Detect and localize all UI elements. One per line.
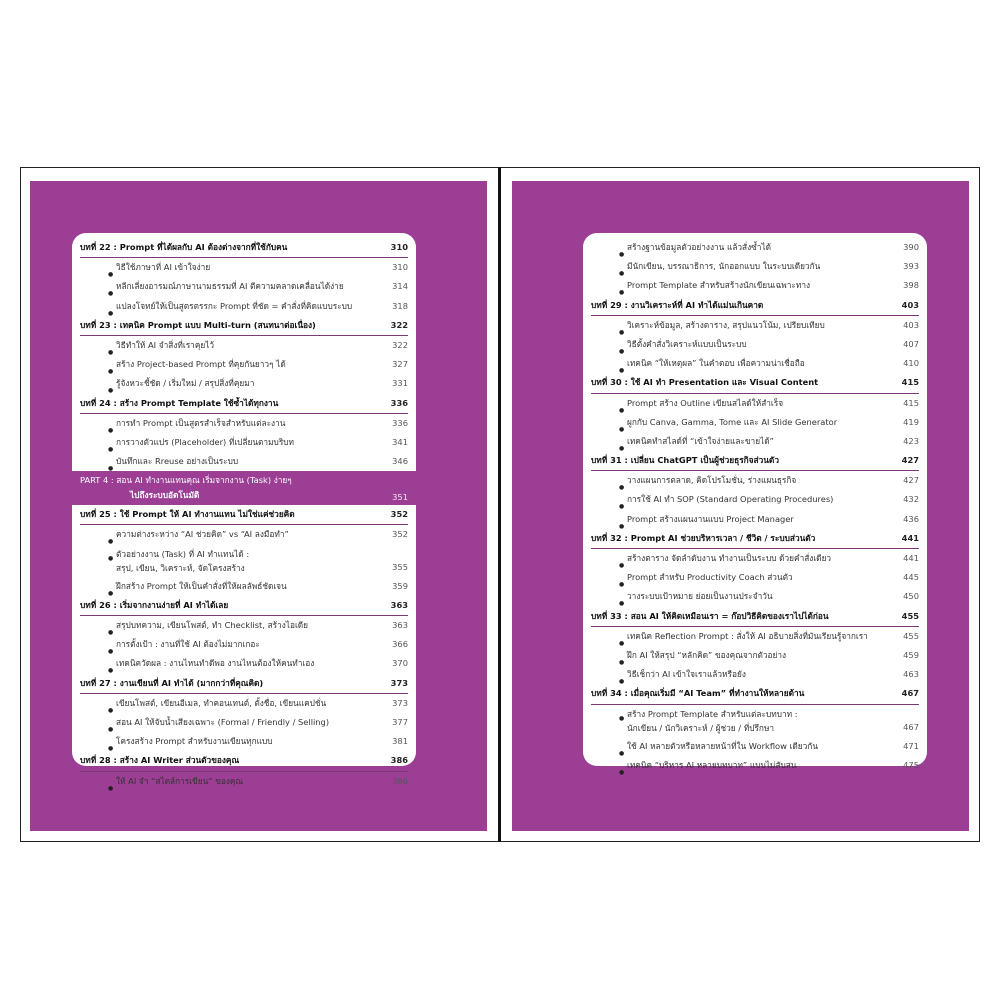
chapter-title: บทที่ 28 : สร้าง AI Writer ส่วนตัวของคุณ: [80, 755, 240, 766]
chapter-title: บทที่ 24 : สร้าง Prompt Template ใช้ซ้ำได้ทุกงาน: [80, 397, 279, 408]
page-number: 441: [901, 532, 919, 543]
toc-topic-row: [591, 432, 919, 451]
toc-topic-row: [80, 336, 408, 355]
topic-title: ● โครงสร้าง Prompt สำหรับงานเขียนทุกแบบ: [80, 732, 378, 751]
page-number: 370: [392, 658, 408, 669]
toc-chapter-row: [591, 451, 919, 471]
page-number: 393: [903, 261, 919, 272]
toc-chapter-row: [80, 674, 408, 694]
toc-topic-row: [591, 316, 919, 335]
topic-title: ● การใช้ AI ทำ SOP (Standard Operating Procedures): [591, 490, 889, 509]
toc-topic-row: [591, 646, 919, 665]
chapter-title: บทที่ 29 : งานวิเคราะห์ที่ AI ทำได้แม่นเกินคาด: [591, 299, 764, 310]
toc-topic-row: [591, 257, 919, 276]
topic-title: ● Prompt Template สำหรับสร้างนักเขียนเฉพาะทาง: [591, 276, 889, 295]
toc-topic-row: [80, 355, 408, 374]
topic-title: ● การวางตัวแปร (Placeholder) ที่เปลี่ยนตามบริบท: [80, 433, 378, 452]
page-number: 310: [392, 262, 408, 273]
toc-chapter-row: [591, 684, 919, 704]
toc-topic-row: [80, 545, 408, 577]
topic-title: ● มีนักเขียน, บรรณาธิการ, นักออกแบบ ในระบบเดียวกัน: [591, 257, 889, 276]
topic-title: ● สร้าง Project-based Prompt ที่คุยกันยาวๆ ได้: [80, 355, 378, 374]
topic-title-line1: ตัวอย่างงาน (Task) ที่ AI ทำแทนได้ :: [116, 548, 250, 559]
topic-title-line2: นักเขียน / นักวิเคราะห์ / ผู้ช่วย / ที่ปรึกษา: [627, 722, 775, 733]
toc-chapter-row: [591, 607, 919, 627]
topic-title: ● Prompt สร้างแผนงานแบบ Project Manager: [591, 510, 889, 529]
topic-title: ● แปลงโจทย์ให้เป็นสูตรตรรกะ Prompt ที่ชัด = คำสั่งที่คิดแบบระบบ: [80, 297, 378, 316]
page-number: 427: [903, 475, 919, 486]
page-number: 415: [901, 377, 919, 388]
chapter-title: บทที่ 26 : เริ่มจากงานง่ายที่ AI ทำได้เลย: [80, 599, 229, 610]
topic-title: ● หลีกเลี่ยงอารมณ์ภาษานามธรรมที่ AI ตีความคลาดเคลื่อนได้ง่าย: [80, 277, 378, 296]
part-title-line1: PART 4 : สอน AI ทำงานแทนคุณ เริ่มจากงาน (Task) ง่ายๆ: [80, 475, 292, 486]
toc-topic-row: [80, 616, 408, 635]
page-number: 386: [392, 775, 408, 786]
toc-topic-row: [591, 549, 919, 568]
page-number: 463: [903, 669, 919, 680]
page-number: 403: [901, 299, 919, 310]
topic-title: ● ผูกกับ Canva, Gamma, Tome และ AI Slide Generator: [591, 413, 889, 432]
toc-topic-row: [591, 490, 919, 509]
left-toc-panel: [72, 233, 416, 786]
page-number: 419: [903, 416, 919, 427]
toc-chapter-row: [591, 529, 919, 549]
page-number: 450: [903, 591, 919, 602]
page-number: 467: [903, 721, 919, 732]
page-number: 427: [901, 455, 919, 466]
page-number: 381: [392, 736, 408, 747]
topic-title: ● วางระบบเป้าหมาย ย่อยเป็นงานประจำวัน: [591, 587, 889, 606]
toc-topic-row: [80, 297, 408, 316]
toc-chapter-row: [80, 751, 408, 771]
page-number: 373: [392, 697, 408, 708]
topic-title: ● ความต่างระหว่าง “AI ช่วยคิด” vs “AI ลงมือทำ”: [80, 525, 378, 544]
toc-topic-row: [591, 238, 919, 257]
toc-topic-row: [591, 568, 919, 587]
toc-topic-row: [80, 258, 408, 277]
page-number: 445: [903, 572, 919, 583]
toc-topic-row: [591, 354, 919, 373]
toc-chapter-row: [591, 373, 919, 393]
chapter-title: บทที่ 23 : เทคนิค Prompt แบบ Multi-turn (สนทนาต่อเนื่อง): [80, 319, 316, 330]
toc-chapter-row: [591, 296, 919, 316]
toc-topic-row: [80, 525, 408, 544]
toc-topic-row: [591, 394, 919, 413]
page-number: 407: [903, 338, 919, 349]
page-number: 314: [392, 281, 408, 292]
topic-title: ● เทคนิค “ให้เหตุผล” ในคำตอบ เพื่อความน่าเชื่อถือ: [591, 354, 889, 373]
toc-topic-row: [591, 510, 919, 529]
topic-title: ● การตั้งเป้า : งานที่ใช้ AI ต้องไม่มากเกอะ: [80, 635, 378, 654]
toc-topic-row: [591, 587, 919, 606]
part-title: [80, 471, 378, 503]
topic-title: ● วิธีทำให้ AI จำสิ่งที่เราคุยไว้: [80, 336, 378, 355]
topic-title: ● เทคนิคทำสไลด์ที่ “เข้าใจง่ายและขายได้”: [591, 432, 889, 451]
page-number: 390: [903, 242, 919, 252]
page-number: 432: [903, 494, 919, 505]
toc-topic-row: [591, 413, 919, 432]
toc-topic-row: [80, 654, 408, 673]
topic-title: ● เทคนิควัดผล : งานไหนทำดีพอ งานไหนต้องให้คนทำเอง: [80, 654, 378, 673]
chapter-title: บทที่ 25 : ใช้ Prompt ให้ AI ทำงานแทน ไม่ใช่แค่ช่วยคิด: [80, 509, 295, 520]
page-number: 403: [903, 319, 919, 330]
toc-topic-row: [591, 276, 919, 295]
page-number: 373: [390, 677, 408, 688]
topic-title: ● เทคนิค Reflection Prompt : สั่งให้ AI อธิบายสิ่งที่มันเรียนรู้จากเรา: [591, 627, 889, 646]
page-number: 459: [903, 649, 919, 660]
page-number: 341: [392, 436, 408, 447]
page-number: 318: [392, 300, 408, 311]
page-number: 322: [390, 319, 408, 330]
page-number: 351: [392, 492, 408, 503]
left-page: [30, 181, 487, 831]
page-number: 455: [901, 610, 919, 621]
topic-title: ● เทคนิค “บริหาร AI หลายบทบาท” แบบไม่สับสน: [591, 756, 889, 775]
page-number: 336: [390, 397, 408, 408]
page-number: 475: [903, 759, 919, 770]
page-number: 467: [901, 688, 919, 699]
page-number: 423: [903, 435, 919, 446]
toc-chapter-row: [80, 316, 408, 336]
toc-topic-row: [80, 772, 408, 791]
toc-topic-row: [80, 452, 408, 471]
page-number: 471: [903, 740, 919, 751]
toc-topic-row: [591, 737, 919, 756]
toc-topic-row: [80, 635, 408, 654]
page-number: 327: [392, 359, 408, 370]
page-number: 455: [903, 630, 919, 641]
topic-title-line2: สรุป, เขียน, วิเคราะห์, จัดโครงสร้าง: [116, 562, 245, 573]
chapter-title: บทที่ 34 : เมื่อคุณเริ่มมี “AI Team” ที่ทำงานให้หลายด้าน: [591, 688, 805, 699]
toc-topic-row: [591, 335, 919, 354]
page-number: 410: [903, 358, 919, 369]
toc-topic-row: [80, 277, 408, 296]
page-number: 322: [392, 339, 408, 350]
topic-title: ● รู้จังหวะชี้ชัด / เริ่มใหม่ / สรุปสิ่งที่คุยมา: [80, 374, 378, 393]
page-number: 363: [390, 599, 408, 610]
topic-title: ● บันทึกและ Rreuse อย่างเป็นระบบ: [80, 452, 378, 471]
topic-title: ● สรุปบทความ, เขียนโพสต์, ทำ Checklist, สร้างไอเดีย: [80, 616, 378, 635]
topic-title: ● ให้ AI จำ “สไตล์การเขียน” ของคุณ: [80, 772, 378, 791]
toc-topic-row: [80, 374, 408, 393]
page-number: 377: [392, 716, 408, 727]
page-number: 310: [390, 242, 408, 252]
page-number: 386: [390, 755, 408, 766]
topic-title: ● Prompt สำหรับ Productivity Coach ส่วนตัว: [591, 568, 889, 587]
topic-title: ● ฝึก AI ให้สรุป “หลักคิด” ของคุณจากตัวอย่าง: [591, 646, 889, 665]
chapter-title: บทที่ 32 : Prompt AI ช่วยบริหารเวลา / ชีวิต / ระบบส่วนตัว: [591, 532, 816, 543]
chapter-title: บทที่ 27 : งานเขียนที่ AI ทำได้ (มากกว่าที่คุณคิด): [80, 677, 264, 688]
toc-topic-row: [80, 414, 408, 433]
page-number: 363: [392, 620, 408, 630]
topic-title: ● วิธีเช็กว่า AI เข้าใจเราแล้วหรือยัง: [591, 665, 889, 684]
toc-topic-row: [591, 627, 919, 646]
topic-title: ● ใช้ AI หลายตัวหรือหลายหน้าที่ใน Workflow เดียวกัน: [591, 737, 889, 756]
topic-title: [591, 705, 889, 735]
toc-topic-row: [591, 756, 919, 775]
topic-title: [80, 545, 378, 575]
toc-chapter-row: [80, 394, 408, 414]
topic-title: ● สร้างตาราง จัดลำดับงาน ทำงานเป็นระบบ ด้วยคำสั่งเดียว: [591, 549, 889, 568]
toc-topic-row: [80, 694, 408, 713]
page-number: 336: [392, 417, 408, 428]
page-number: 441: [903, 553, 919, 563]
chapter-title: บทที่ 22 : Prompt ที่ได้ผลกับ AI ต้องต่างจากที่ใช้กับคน: [80, 242, 288, 252]
chapter-title: บทที่ 30 : ใช้ AI ทำ Presentation และ Visual Content: [591, 377, 819, 388]
page-number: 352: [392, 529, 408, 540]
toc-chapter-row: [80, 505, 408, 525]
topic-title: ● สอน AI ให้จับน้ำเสียงเฉพาะ (Formal / Friendly / Selling): [80, 713, 378, 732]
toc-chapter-row: [80, 238, 408, 258]
page-number: 331: [392, 378, 408, 389]
chapter-title: บทที่ 33 : สอน AI ให้คิดเหมือนเรา = ก๊อปวิธีคิดของเราไปได้ก่อน: [591, 610, 829, 621]
toc-part-row: [72, 471, 416, 505]
toc-topic-row: [80, 433, 408, 452]
page-number: 366: [392, 639, 408, 650]
toc-topic-row: [80, 713, 408, 732]
topic-title: ● วิธีใช้ภาษาที่ AI เข้าใจง่าย: [80, 258, 378, 277]
page-number: 415: [903, 397, 919, 408]
toc-topic-row: [591, 665, 919, 684]
page-number: 359: [392, 580, 408, 591]
topic-title: ● Prompt สร้าง Outline เขียนสไลด์ให้สำเร็จ: [591, 394, 889, 413]
page-number: 346: [392, 456, 408, 467]
right-toc-panel: [583, 233, 927, 770]
toc-topic-row: [591, 705, 919, 737]
toc-topic-row: [591, 471, 919, 490]
topic-title: ● วิเคราะห์ข้อมูล, สร้างตาราง, สรุปแนวโน้ม, เปรียบเทียบ: [591, 316, 889, 335]
toc-topic-row: [80, 577, 408, 596]
toc-topic-row: [80, 732, 408, 751]
spine-divider: [498, 167, 501, 842]
toc-chapter-row: [80, 596, 408, 616]
topic-title: ● วางแผนการตลาด, คิดโปรโมชั่น, ร่างแผนธุรกิจ: [591, 471, 889, 490]
topic-title: ● สร้างฐานข้อมูลตัวอย่างงาน แล้วสั่งซ้ำได้: [591, 238, 889, 257]
page-number: 398: [903, 280, 919, 291]
part-title-line2: ไปถึงระบบอัตโนมัติ: [130, 490, 200, 501]
right-page: [512, 181, 969, 831]
topic-title: ● เขียนโพสต์, เขียนอีเมล, ทำคอนเทนต์, ตั้งชื่อ, เขียนแคปชั่น: [80, 694, 378, 713]
topic-title: ● ฝึกสร้าง Prompt ให้เป็นคำสั่งที่ให้ผลลัพธ์ชัดเจน: [80, 577, 378, 596]
chapter-title: บทที่ 31 : เปลี่ยน ChatGPT เป็นผู้ช่วยธุรกิจส่วนตัว: [591, 455, 779, 466]
page-number: 355: [392, 561, 408, 572]
topic-title-line1: สร้าง Prompt Template สำหรับแต่ละบทบาท :: [627, 708, 798, 719]
topic-title: ● การทำ Prompt เป็นสูตรสำเร็จสำหรับแต่ละงาน: [80, 414, 378, 433]
page-number: 436: [903, 513, 919, 524]
topic-title: ● วิธีตั้งคำสั่งวิเคราะห์แบบเป็นระบบ: [591, 335, 889, 354]
page-number: 352: [390, 509, 408, 520]
